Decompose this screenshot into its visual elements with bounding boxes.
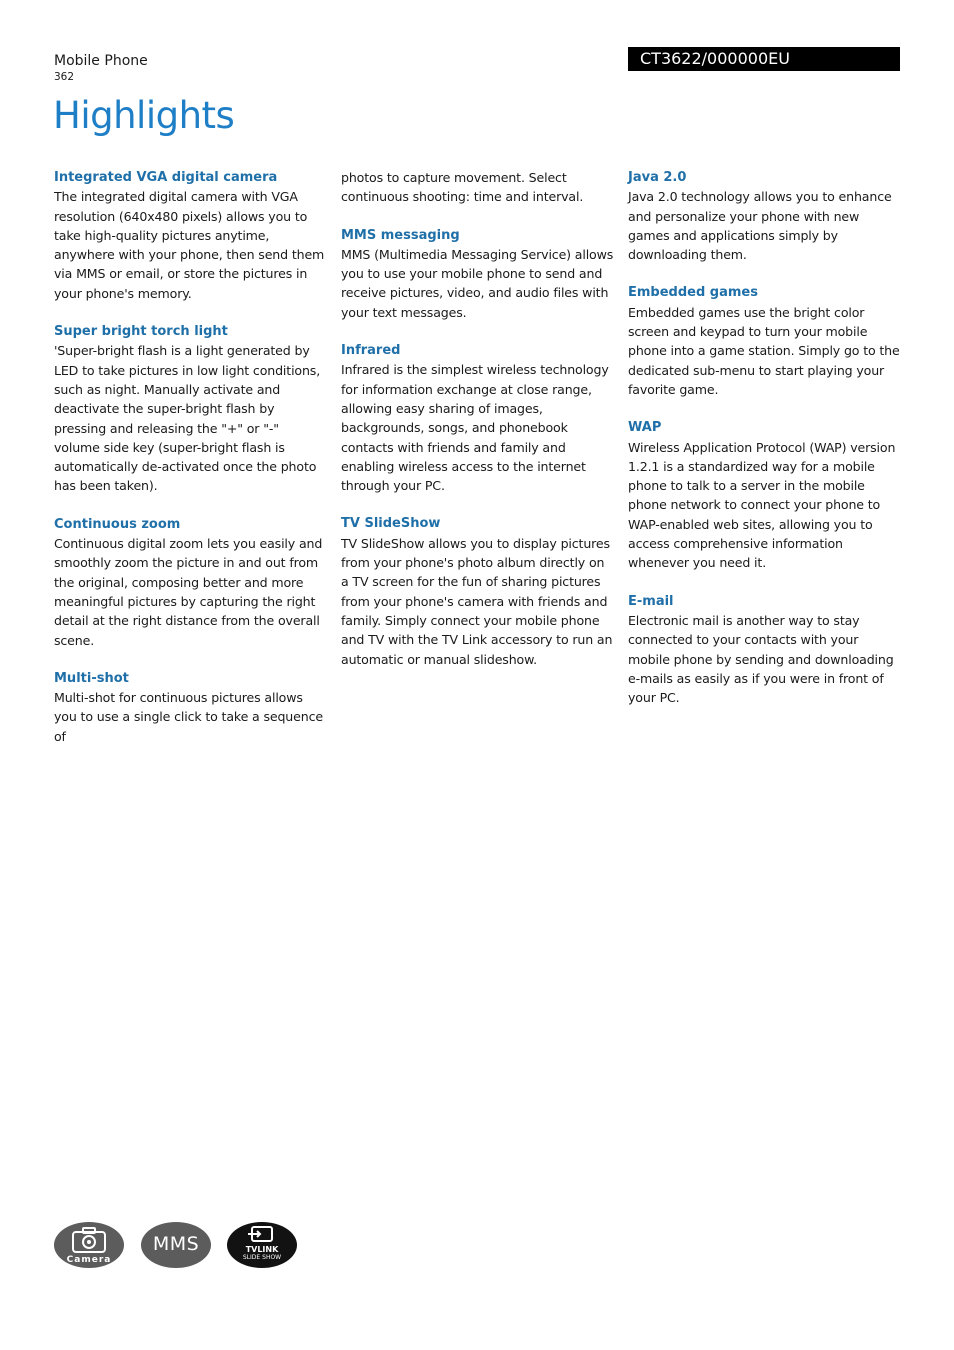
section-multi-shot <box>54 669 328 746</box>
section-body: Embedded games use the bright color screen and keypad to turn your mobile phone into a game station. Simply go to the dedicated sub-menu to start playing your favorite game. <box>628 304 900 397</box>
section-title: Multi-shot <box>54 670 129 686</box>
mms-badge <box>141 1222 211 1268</box>
section-body: Multi-shot for continuous pictures allows you to use a single click to take a sequence of <box>54 690 323 744</box>
model-number: CT3622/000000EU <box>628 47 900 71</box>
section-wap <box>628 418 902 572</box>
section-tv-slideshow <box>341 514 615 668</box>
section-title: Integrated VGA digital camera <box>54 170 278 185</box>
section-mms <box>341 226 615 322</box>
section-embedded-games <box>628 283 902 399</box>
section-email <box>628 592 902 708</box>
page-number: 362 <box>54 71 75 83</box>
section-vga-camera <box>54 168 328 303</box>
product-category: Mobile Phone <box>54 53 148 69</box>
section-body: The integrated digital camera with VGA resolution (640x480 pixels) allows you to take high-quality pictures anytime, anywhere with your phone, then send them via MMS or email, or store the pictures in your phone's memory. <box>54 189 325 301</box>
section-infrared <box>341 341 615 495</box>
section-continuous-zoom <box>54 515 328 650</box>
section-java <box>628 168 902 264</box>
section-title: Super bright torch light <box>54 324 228 340</box>
section-title: MMS messaging <box>341 227 460 243</box>
section-title: Continuous zoom <box>54 516 181 532</box>
section-body: Java 2.0 technology allows you to enhance and personalize your phone with new games and applications simply by downloading them. <box>628 189 892 263</box>
mms-label: MMS <box>152 1233 200 1255</box>
column-1 <box>54 168 328 765</box>
section-title: Embedded games <box>628 285 758 301</box>
section-title: WAP <box>628 420 662 436</box>
tvlink-badge <box>227 1222 297 1268</box>
section-body: MMS (Multimedia Messaging Service) allows you to use your mobile phone to send and receive pictures, video, and audio files with your text messages. <box>341 246 614 320</box>
section-torch-light <box>54 322 328 496</box>
camera-badge <box>54 1222 124 1268</box>
section-title: E-mail <box>628 593 674 609</box>
section-body: Electronic mail is another way to stay connected to your contacts with your mobile phone by sending and downloading e-mails as easily as if you were in front of your PC. <box>628 612 894 706</box>
section-body: Wireless Application Protocol (WAP) version 1.2.1 is a standardized way for a mobile phone to talk to a server in the mobile phone network to connect your phone to WAP-enabled web sites, allowing you to access comprehensive information whenever you need it. <box>628 439 896 571</box>
section-body: Infrared is the simplest wireless technology for information exchange at close range, allowing easy sharing of images, backgrounds, songs, and phonebook contacts with friends and family and enabling wireless access to the internet through your PC. <box>341 362 609 494</box>
section-multi-shot-continued <box>341 168 615 207</box>
page-title: Highlights <box>53 94 235 137</box>
column-2 <box>341 168 615 688</box>
section-title: Java 2.0 <box>628 170 687 185</box>
section-title: TV SlideShow <box>341 516 441 532</box>
tvlink-label: TVLINK <box>245 1245 279 1254</box>
section-body: 'Super-bright flash is a light generated by LED to take pictures in low light conditions, such as night. Manually activate and deactivate the super-bright flash by pressing and releasing the "+" or "-" volume side key (super-bright flash is automatically de-activated once the photo has been taken). <box>54 343 321 494</box>
section-body: TV SlideShow allows you to display pictures from your phone's photo album directly on a TV screen for the fun of sharing pictures from your phone's camera with friends and family. Simply connect your mobile phone and TV with the TV Link accessory to run an automatic or manual slideshow. <box>341 535 613 667</box>
section-title: Infrared <box>341 343 401 359</box>
slideshow-label: SLIDE SHOW <box>242 1254 282 1261</box>
section-body: photos to capture movement. Select continuous shooting: time and interval. <box>341 170 584 205</box>
column-3 <box>628 168 902 726</box>
camera-label: Camera <box>66 1255 112 1265</box>
section-body: Continuous digital zoom lets you easily and smoothly zoom the picture in and out from the original, composing better and more meaningful pictures by capturing the right detail at the right distance from the overall scene. <box>54 536 323 648</box>
